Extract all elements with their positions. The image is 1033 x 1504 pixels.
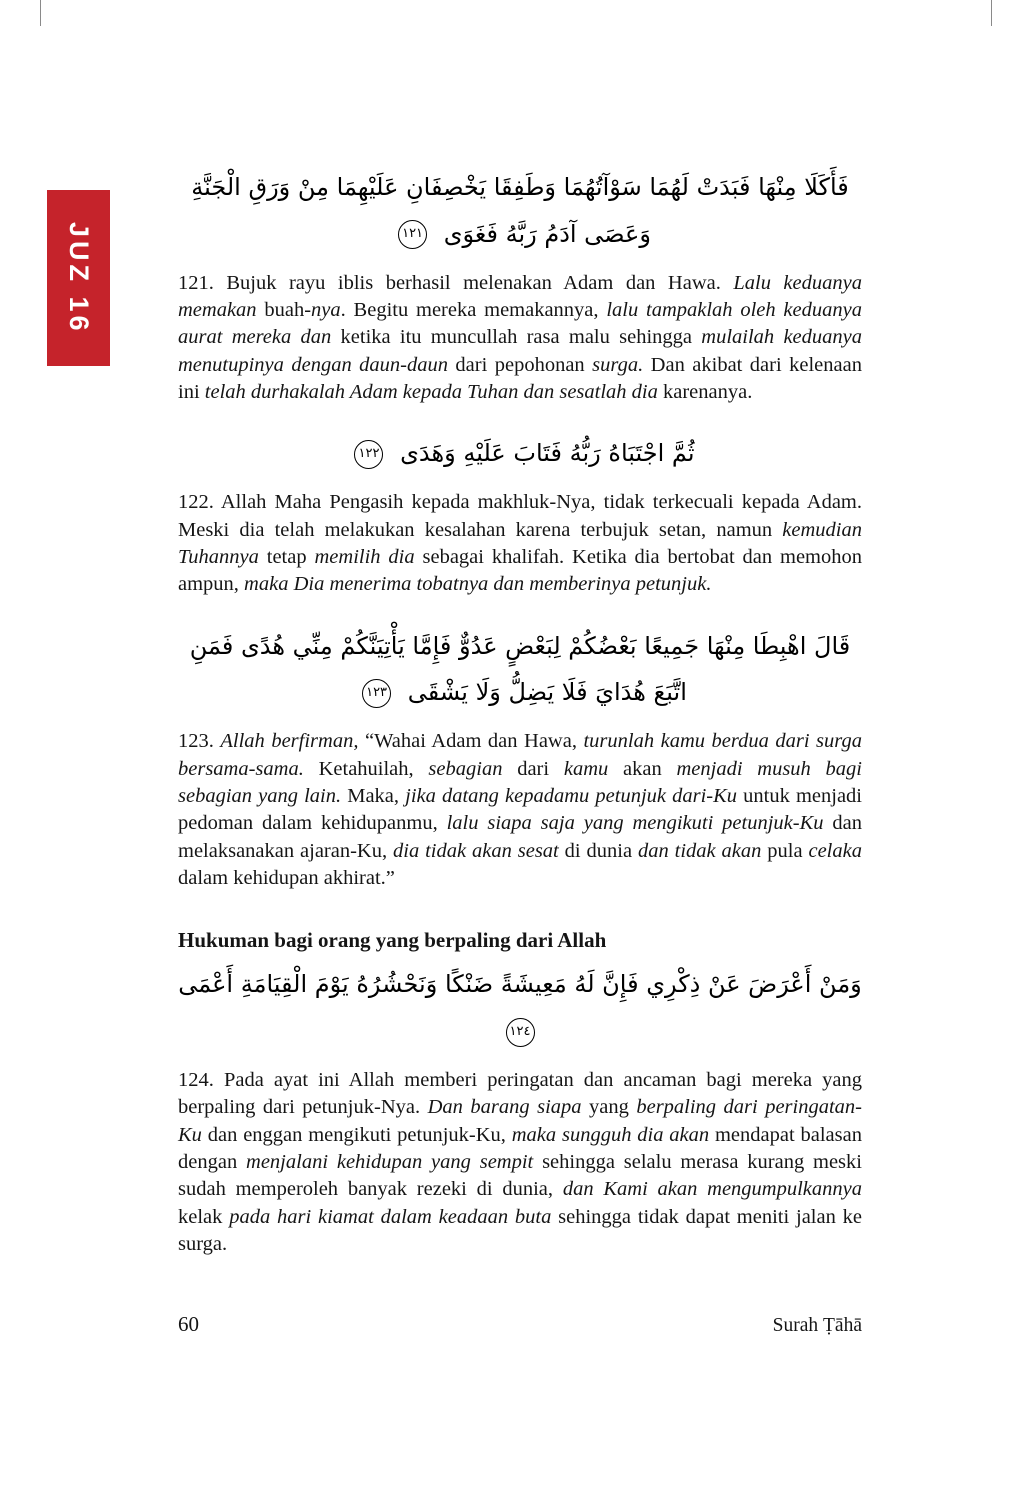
- page-number: 60: [178, 1312, 199, 1336]
- juz-tab-label: JUZ 16: [64, 221, 94, 335]
- surah-name-footer: Surah Ṭāhā: [772, 1315, 862, 1336]
- crop-mark-left: [40, 0, 41, 26]
- juz-tab: [47, 190, 110, 366]
- section-heading: Hukuman bagi orang yang berpaling dari Allah: [178, 928, 607, 953]
- translation-verse-124: 124. Pada ayat ini Allah memberi peringatan dan ancaman bagi mereka yang berpaling dari petunjuk-Nya. Dan barang siapa yang berpaling dari peringatan-Ku dan enggan mengikuti petunjuk-Ku, maka sungguh dia akan mendapat balasan dengan menjalani kehidupan yang sempit sehingga selalu merasa kurang meski sudah memperoleh banyak rezeki di dunia, dan Kami akan mengumpulkannya kelak pada hari kiamat dalam keadaan buta sehingga tidak dapat meniti jalan ke surga.: [178, 1068, 863, 1256]
- translation-verse-121: 121. Bujuk rayu iblis berhasil melenakan Adam dan Hawa. Lalu keduanya memakan buah-nya. Begitu mereka memakannya, lalu tampaklah oleh keduanya aurat mereka dan ketika itu muncullah rasa malu sehingga mulailah keduanya menutupinya dengan daun-daun dari pepohonan surga. Dan akibat dari kelenaan ini telah durhakalah Adam kepada Tuhan dan sesatlah dia karenanya.: [178, 271, 862, 404]
- translation-verse-123: 123. Allah berfirman, “Wahai Adam dan Hawa, turunlah kamu berdua dari surga bersama-sama. Ketahuilah, sebagian dari kamu akan menjadi musuh bagi sebagian yang lain. Maka, jika datang kepadamu petunjuk dari-Ku untuk menjadi pedoman dalam kehidupanmu, lalu siapa saja yang mengikuti petunjuk-Ku dan melaksanakan ajaran-Ku, dia tidak akan sesat di dunia dan tidak akan pula celaka dalam kehidupan akhirat.”: [178, 730, 862, 890]
- arabic-verse-121: فَأَكَلَا مِنْهَا فَبَدَتْ لَهُمَا سَوْآتُهُمَا وَطَفِقَا يَخْصِفَانِ عَلَيْهِمَا مِنْ وَرَقِ الْجَنَّةِ وَعَصَى آدَمُ رَبَّهُ فَغَوَى ١٢١: [191, 173, 849, 248]
- translation-verse-122: 122. Allah Maha Pengasih kepada makhluk-Nya, tidak terkecuali kepada Adam. Meski dia telah melakukan kesalahan karena terbujuk setan, namun kemudian Tuhannya tetap memilih dia sebagai khalifah. Ketika dia bertobat dan memohon ampun, maka Dia menerima tobatnya dan memberinya petunjuk.: [178, 491, 862, 596]
- arabic-verse-124: وَمَنْ أَعْرَضَ عَنْ ذِكْرِي فَإِنَّ لَهُ مَعِيشَةً ضَنْكًا وَنَحْشُرُهُ يَوْمَ الْقِيَامَةِ أَعْمَى ١٢٤: [178, 961, 862, 1055]
- page-content: [178, 156, 862, 1282]
- crop-mark-right: [991, 0, 992, 26]
- arabic-verse-122: ثُمَّ اجْتَبَاهُ رَبُّهُ فَتَابَ عَلَيْهِ وَهَدَى ١٢٢: [178, 430, 862, 477]
- arabic-verse-123: قَالَ اهْبِطَا مِنْهَا جَمِيعًا بَعْضُكُمْ لِبَعْضٍ عَدُوٌّ فَإِمَّا يَأْتِيَنَّكُمْ مِنِّي هُدًى فَمَنِ اتَّبَعَ هُدَايَ فَلَا يَضِلُّ وَلَا يَشْقَى ١٢٣: [189, 631, 851, 707]
